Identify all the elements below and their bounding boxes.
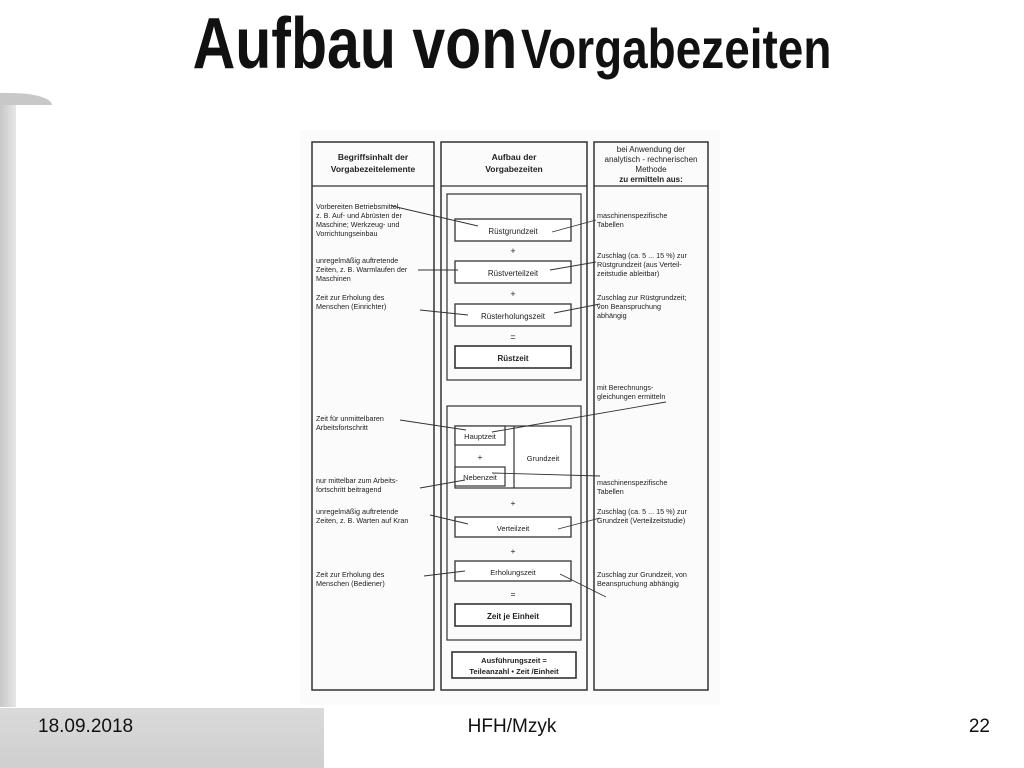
- setup-total-time-label: Rüstzeit: [497, 354, 529, 363]
- right-header-line1: bei Anwendung der: [616, 145, 686, 154]
- unit-note-left-1-line1: Zeit für unmittelbaren: [316, 414, 384, 423]
- unit-note-left-2-line1: nur mittelbar zum Arbeits-: [316, 476, 398, 485]
- recovery-time-label: Erholungszeit: [490, 568, 536, 577]
- setup-operator-1: +: [510, 246, 516, 256]
- decorative-side-bar: [0, 95, 16, 707]
- unit-note-right-2-line2: Tabellen: [597, 487, 624, 496]
- unit-operator-4: =: [510, 589, 516, 599]
- setup-note-left-2-line2: Zeiten, z. B. Warmlaufen der: [316, 265, 408, 274]
- middle-header-line1: Aufbau der: [491, 152, 537, 162]
- time-structure-diagram: [300, 130, 720, 705]
- setup-basic-time-label: Rüstgrundzeit: [488, 227, 538, 236]
- setup-note-left-1-line1: Vorbereiten Betriebsmittel,: [316, 202, 401, 211]
- setup-note-left-1-line2: z. B. Auf- und Abrüsten der: [316, 211, 402, 220]
- decorative-side-bar-cap: [0, 93, 52, 105]
- setup-allowance-time-label: Rüstverteilzeit: [487, 269, 539, 278]
- unit-note-right-3-line2: Grundzeit (Verteilzeitstudie): [597, 516, 686, 525]
- unit-note-right-4-line2: Beanspruchung abhängig: [597, 579, 679, 588]
- setup-note-right-1-line1: maschinenspezifische: [597, 211, 668, 220]
- setup-note-right-2-line1: Zuschlag (ca. 5 ... 15 %) zur: [597, 251, 687, 260]
- setup-note-right-3-line2: von Beanspruchung: [597, 302, 661, 311]
- unit-note-right-1-line2: gleichungen ermitteln: [597, 392, 666, 401]
- setup-operator-2: +: [510, 289, 516, 299]
- right-header-line2: analytisch - rechnerischen: [604, 155, 698, 164]
- right-header-line4: zu ermitteln aus:: [619, 175, 683, 184]
- setup-note-right-1-line2: Tabellen: [597, 220, 624, 229]
- setup-recovery-time-label: Rüsterholungszeit: [480, 312, 546, 321]
- unit-note-right-4-line1: Zuschlag zur Grundzeit, von: [597, 570, 687, 579]
- basic-time-label: Grundzeit: [526, 454, 560, 463]
- slide-title: [92, 4, 932, 84]
- setup-note-right-2-line2: Rüstgrundzeit (aus Verteil-: [597, 260, 682, 269]
- execution-time-line1: Ausführungszeit =: [481, 656, 547, 665]
- unit-note-right-2-line1: maschinenspezifische: [597, 478, 668, 487]
- middle-header-line2: Vorgabezeiten: [485, 164, 543, 174]
- unit-note-left-4-line2: Menschen (Bediener): [316, 579, 385, 588]
- unit-note-right-3-line1: Zuschlag (ca. 5 ... 15 %) zur: [597, 507, 687, 516]
- left-header-line1: Begriffsinhalt der: [337, 152, 409, 162]
- unit-operator-3: +: [510, 546, 516, 556]
- secondary-time-label: Nebenzeit: [463, 473, 497, 482]
- unit-note-left-3-line1: unregelmäßig auftretende: [316, 507, 399, 516]
- left-header-line2: Vorgabezeitelemente: [330, 164, 416, 174]
- setup-note-left-3-line1: Zeit zur Erholung des: [316, 293, 385, 302]
- unit-operator-2: +: [510, 498, 516, 508]
- setup-note-right-3-line3: abhängig: [597, 311, 627, 320]
- setup-operator-3: =: [510, 332, 516, 342]
- setup-note-right-2-line3: zeitstudie ableitbar): [597, 269, 660, 278]
- setup-note-left-2-line3: Maschinen: [316, 274, 351, 283]
- unit-note-left-3-line2: Zeiten, z. B. Warten auf Kran: [316, 516, 409, 525]
- unit-note-left-1-line2: Arbeitsfortschritt: [316, 423, 368, 432]
- setup-note-left-3-line2: Menschen (Einrichter): [316, 302, 387, 311]
- execution-time-line2: Teileanzahl • Zeit /Einheit: [469, 667, 559, 676]
- slide-title-part2: Vorgabezeiten: [520, 17, 832, 80]
- time-per-unit-label: Zeit je Einheit: [486, 612, 540, 621]
- setup-note-left-1-line4: Vorrichtungseinbau: [316, 229, 378, 238]
- setup-note-right-3-line1: Zuschlag zur Rüstgrundzeit;: [597, 293, 687, 302]
- setup-note-left-1-line3: Maschine; Werkzeug- und: [316, 220, 400, 229]
- diagram-canvas: [300, 130, 720, 705]
- slide-title-part1: Aufbau von: [192, 4, 518, 84]
- footer-author: HFH/Mzyk: [467, 716, 557, 737]
- allowance-time-label: Verteilzeit: [496, 524, 530, 533]
- unit-operator-1: +: [477, 452, 483, 462]
- setup-note-left-2-line1: unregelmäßig auftretende: [316, 256, 399, 265]
- main-time-label: Hauptzeit: [464, 432, 496, 441]
- unit-note-left-4-line1: Zeit zur Erholung des: [316, 570, 385, 579]
- footer-page-number: 22: [968, 716, 990, 737]
- unit-note-left-2-line2: fortschritt beitragend: [316, 485, 382, 494]
- footer-date: 18.09.2018: [38, 716, 134, 737]
- unit-note-right-1-line1: mit Berechnungs-: [597, 383, 654, 392]
- right-header-line3: Methode: [635, 165, 667, 174]
